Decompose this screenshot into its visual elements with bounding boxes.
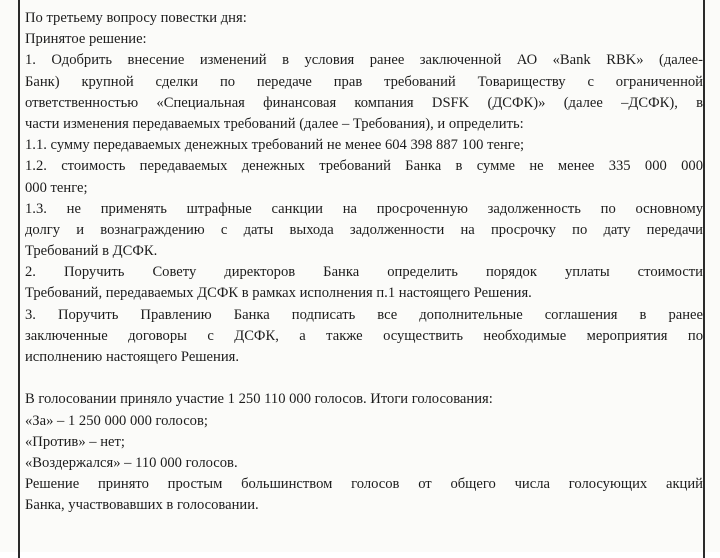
decision-item-1-3-line-1: 1.3. не применять штрафные санкции на просроченную задолженность по основному <box>25 200 703 217</box>
decision-item-1-line-3: ответственностью «Специальная финансовая компания DSFK (ДСФК)» (далее –ДСФК), в <box>25 94 703 111</box>
decision-item-3-line-3: исполнению настоящего Решения. <box>25 349 240 365</box>
voting-participation: В голосовании приняло участие 1 250 110 000 голосов. Итоги голосования: <box>25 391 493 408</box>
decision-result-line-2: Банка, участвовавших в голосовании. <box>25 497 259 514</box>
decision-item-1-3-line-3: Требований в ДСФК. <box>25 243 158 260</box>
decision-item-1-1: 1.1. сумму передаваемых денежных требований не менее 604 398 887 100 тенге; <box>25 137 525 154</box>
decision-item-1-line-4: части изменения передаваемых требований (далее – Требования), и определить: <box>25 115 524 132</box>
decision-item-1-2-line-2: 000 тенге; <box>25 179 88 196</box>
decision-heading: Принятое решение: <box>25 31 147 48</box>
decision-item-1-3-line-2: долгу и вознаграждению с даты выхода задолженности на просрочку по дату передачи <box>25 221 703 238</box>
votes-against: «Против» – нет; <box>25 433 125 450</box>
decision-result-line-1: Решение принято простым большинством голосов от общего числа голосующих акций <box>25 476 703 493</box>
votes-for: «За» – 1 250 000 000 голосов; <box>25 412 208 429</box>
document-body <box>25 8 703 517</box>
decision-item-2-line-1: 2. Поручить Совету директоров Банка определить порядок уплаты стоимости <box>25 264 703 281</box>
paragraph-gap <box>25 368 703 389</box>
decision-item-1-2-line-1: 1.2. стоимость передаваемых денежных требований Банка в сумме не менее 335 000 000 <box>25 158 703 175</box>
decision-item-1-line-1: 1. Одобрить внесение изменений в условия ранее заключенной АО «Bank RBK» (далее- <box>25 52 703 69</box>
decision-item-1-line-2: Банк) крупной сделки по передаче прав требований Товариществу с ограниченной <box>25 73 703 90</box>
agenda-heading: По третьему вопросу повестки дня: <box>25 10 247 26</box>
decision-item-3-line-2: заключенные договоры с ДСФК, а также осуществить необходимые мероприятия по <box>25 327 703 344</box>
decision-item-3-line-1: 3. Поручить Правлению Банка подписать все дополнительные соглашения в ранее <box>25 306 703 323</box>
decision-item-2-line-2: Требований, передаваемых ДСФК в рамках исполнения п.1 настоящего Решения. <box>25 285 532 302</box>
votes-abstained: «Воздержался» – 110 000 голосов. <box>25 454 238 471</box>
